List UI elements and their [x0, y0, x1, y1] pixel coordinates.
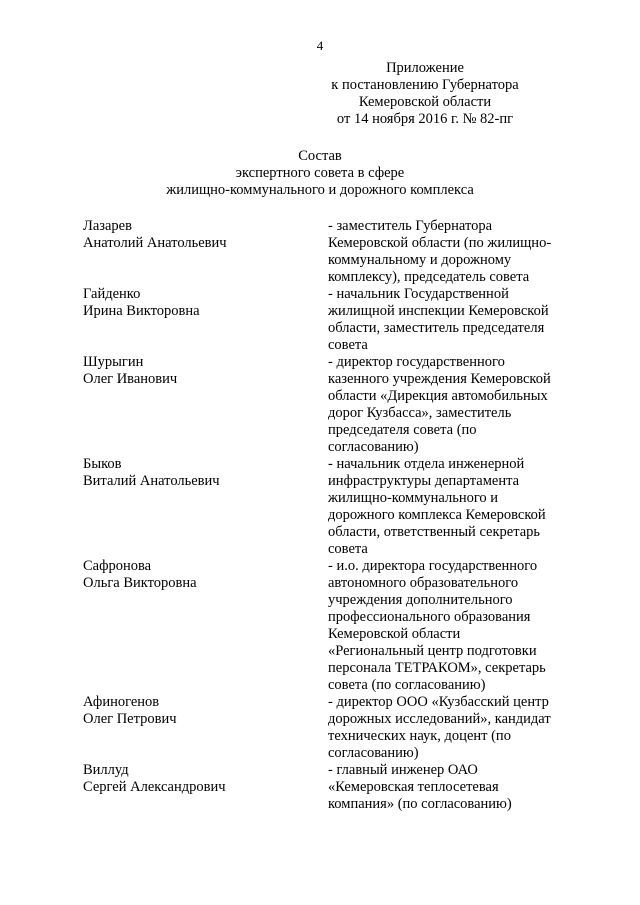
title-line: экспертного совета в сфере: [235, 165, 405, 181]
member-role-line: председателя совета (по: [328, 422, 477, 438]
member-role-line: профессионального образования: [328, 609, 531, 625]
member-surname: Шурыгин: [83, 354, 144, 370]
member-role-line: коммунальному и дорожному: [328, 252, 512, 268]
member-surname: Сафронова: [83, 558, 152, 574]
member-role-line: - заместитель Губернатора: [328, 218, 493, 234]
member-role: [328, 286, 573, 354]
member-role-line: согласованию): [328, 745, 419, 761]
member-role: [328, 456, 573, 558]
member-surname: Гайденко: [83, 286, 141, 302]
member-surname: Быков: [83, 456, 122, 472]
member-role-line: совета: [328, 541, 368, 557]
member-role-line: казенного учреждения Кемеровской: [328, 371, 551, 387]
members-list: [83, 218, 573, 813]
member-given-names: Анатолий Анатольевич: [83, 235, 227, 251]
member-row: [83, 456, 573, 558]
member-given-names: Олег Петрович: [83, 711, 177, 727]
member-role: [328, 694, 573, 762]
member-given-names: Олег Иванович: [83, 371, 178, 387]
member-name: [83, 286, 328, 354]
appendix-line: Приложение: [386, 60, 464, 76]
member-role-line: совета (по согласованию): [328, 677, 486, 693]
member-role-line: - главный инженер ОАО: [328, 762, 478, 778]
appendix-line: Кемеровской области: [358, 94, 492, 110]
member-role-line: «Региональный центр подготовки: [328, 643, 537, 659]
member-role: [328, 558, 573, 694]
member-role-line: технических наук, доцент (по: [328, 728, 511, 744]
member-name: [83, 762, 328, 813]
member-given-names: Ирина Викторовна: [83, 303, 200, 319]
member-row: [83, 694, 573, 762]
member-role-line: согласованию): [328, 439, 419, 455]
member-given-names: Ольга Викторовна: [83, 575, 197, 591]
member-role-line: инфраструктуры департамента: [328, 473, 520, 489]
member-role-line: автономного образовательного: [328, 575, 519, 591]
member-role-line: жилищной инспекции Кемеровской: [328, 303, 549, 319]
member-name: [83, 354, 328, 456]
appendix-header: [300, 60, 550, 128]
member-name: [83, 558, 328, 694]
member-role-line: - директор государственного: [328, 354, 505, 370]
member-surname: Виллуд: [83, 762, 129, 778]
member-name: [83, 218, 328, 286]
member-name: [83, 456, 328, 558]
member-name: [83, 694, 328, 762]
member-row: [83, 354, 573, 456]
member-role: [328, 218, 573, 286]
member-role-line: - начальник отдела инженерной: [328, 456, 525, 472]
member-role-line: Кемеровской области: [328, 626, 461, 642]
page-number: 4: [316, 38, 324, 53]
document-title: [0, 148, 640, 199]
member-given-names: Сергей Александрович: [83, 779, 226, 795]
member-role-line: компания» (по согласованию): [328, 796, 512, 812]
member-surname: Афиногенов: [83, 694, 160, 710]
member-role-line: дорог Кузбасса», заместитель: [328, 405, 512, 421]
member-role-line: - начальник Государственной: [328, 286, 509, 302]
member-role-line: области, заместитель председателя: [328, 320, 545, 336]
member-row: [83, 218, 573, 286]
member-role-line: - директор ООО «Кузбасский центр: [328, 694, 549, 710]
member-row: [83, 558, 573, 694]
member-role-line: «Кемеровская теплосетевая: [328, 779, 499, 795]
member-role-line: Кемеровской области (по жилищно-: [328, 235, 552, 251]
member-role-line: - и.о. директора государственного: [328, 558, 538, 574]
member-role-line: дорожных исследований», кандидат: [328, 711, 551, 727]
member-role-line: персонала ТЕТРАКОМ», секретарь: [328, 660, 546, 676]
member-role-line: дорожного комплекса Кемеровской: [328, 507, 546, 523]
title-line: Состав: [298, 148, 342, 164]
member-role-line: совета: [328, 337, 368, 353]
member-role-line: комплексу), председатель совета: [328, 269, 530, 285]
member-role: [328, 762, 573, 813]
member-row: [83, 762, 573, 813]
member-role-line: области «Дирекция автомобильных: [328, 388, 548, 404]
member-role-line: области, ответственный секретарь: [328, 524, 541, 540]
appendix-line: от 14 ноября 2016 г. № 82-пг: [336, 111, 514, 127]
appendix-line: к постановлению Губернатора: [331, 77, 519, 93]
member-role-line: жилищно-коммунального и: [328, 490, 499, 506]
member-role-line: учреждения дополнительного: [328, 592, 513, 608]
member-row: [83, 286, 573, 354]
member-given-names: Виталий Анатольевич: [83, 473, 220, 489]
member-role: [328, 354, 573, 456]
member-surname: Лазарев: [83, 218, 132, 234]
title-line: жилищно-коммунального и дорожного комплекса: [166, 182, 474, 198]
